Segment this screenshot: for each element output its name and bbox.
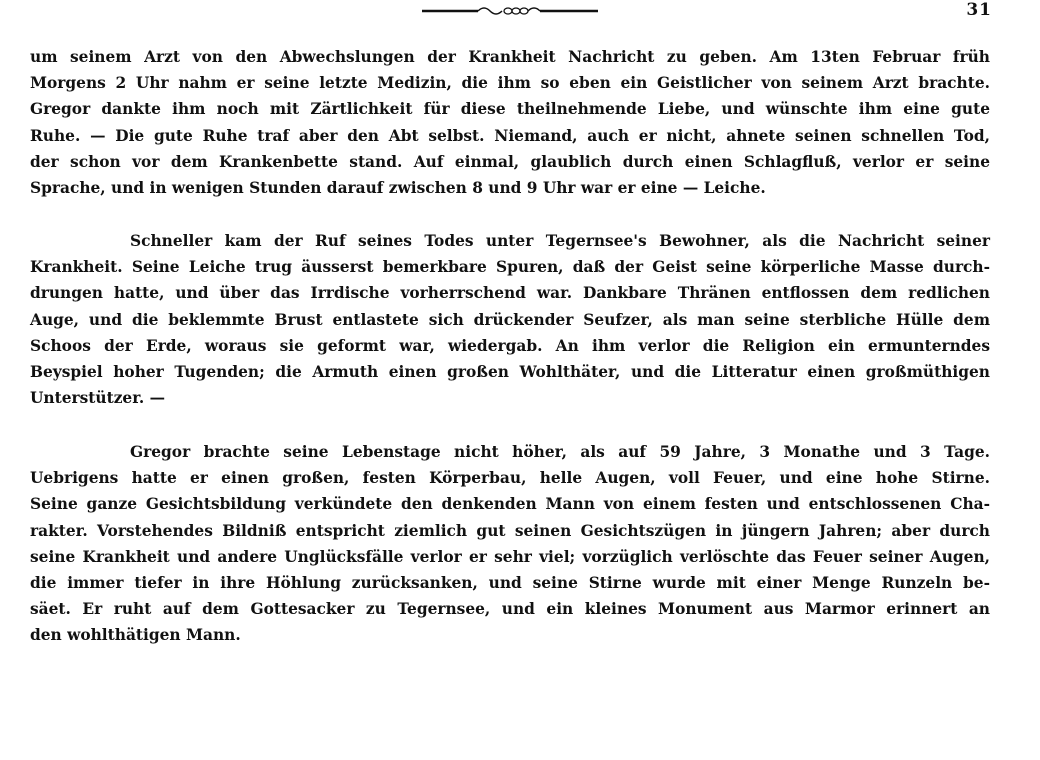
text-line: seine Krankheit und andere Unglücksfälle verlor er sehr viel; vorzüglich verlöschte das Feuer seiner Augen, — [30, 547, 990, 566]
text-line: Beyspiel hoher Tugenden; die Armuth einen großen Wohlthäter, und die Litteratur einen großmüthigen — [30, 363, 990, 382]
paragraph-3 — [30, 439, 990, 649]
text-line: der schon vor dem Krankenbette stand. Auf einmal, glaublich durch einen Schlagfluß, verlor er seine — [30, 152, 990, 171]
text-line: Sprache, und in wenigen Stunden darauf zwischen 8 und 9 Uhr war er eine — Leiche. — [30, 179, 766, 198]
text-line: Schneller kam der Ruf seines Todes unter Tegernsee's Bewohner, als die Nachricht seiner — [130, 232, 990, 250]
header-ornament — [420, 2, 600, 18]
text-line: Morgens 2 Uhr nahm er seine letzte Medizin, die ihm so eben ein Geistlicher von seinem Arzt brachte. — [30, 74, 990, 93]
paragraph-1 — [30, 44, 990, 201]
text-line: rakter. Vorstehendes Bildniß entspricht ziemlich gut seinen Gesichtszügen in jüngern Jahren; aber durch — [30, 521, 990, 540]
text-line: Auge, und die beklemmte Brust entlastete sich drückender Seufzer, als man seine sterbliche Hülle dem — [30, 310, 990, 329]
text-line: um seinem Arzt von den Abwechslungen der Krankheit Nachricht zu geben. Am 13ten Februar früh — [30, 48, 990, 66]
text-line: Ruhe. — Die gute Ruhe traf aber den Abt selbst. Niemand, auch er nicht, ahnete seinen schnellen Tod, — [30, 126, 990, 145]
text-line: Seine ganze Gesichtsbildung verkündete den denkenden Mann von einem festen und entschlossenen Cha- — [30, 495, 990, 514]
text-line: Unterstützer. — — [30, 389, 166, 408]
paragraph-2 — [30, 228, 990, 411]
text-line: säet. Er ruht auf dem Gottesacker zu Tegernsee, und ein kleines Monument aus Marmor erinnert an — [30, 600, 990, 619]
text-line: die immer tiefer in ihre Höhlung zurücksanken, und seine Stirne wurde mit einer Menge Runzeln be- — [30, 574, 990, 593]
page-number: 31 — [966, 0, 992, 20]
text-line: drungen hatte, und über das Irrdische vorherrschend war. Dankbare Thränen entflossen dem redlichen — [30, 284, 990, 303]
text-line: Gregor dankte ihm noch mit Zärtlichkeit für diese theilnehmende Liebe, und wünschte ihm eine gute — [30, 100, 990, 119]
text-line: Schoos der Erde, woraus sie geformt war, wiedergab. An ihm verlor die Religion ein ermunterndes — [30, 336, 990, 355]
text-line: Krankheit. Seine Leiche trug äusserst bemerkbare Spuren, daß der Geist seine körperliche Masse durch- — [30, 258, 990, 277]
text-line: Uebrigens hatte er einen großen, festen Körperbau, helle Augen, voll Feuer, und eine hohe Stirne. — [30, 469, 990, 488]
text-line: den wohlthätigen Mann. — [30, 626, 241, 645]
text-line: Gregor brachte seine Lebenstage nicht höher, als auf 59 Jahre, 3 Monathe und 3 Tage. — [130, 443, 990, 461]
